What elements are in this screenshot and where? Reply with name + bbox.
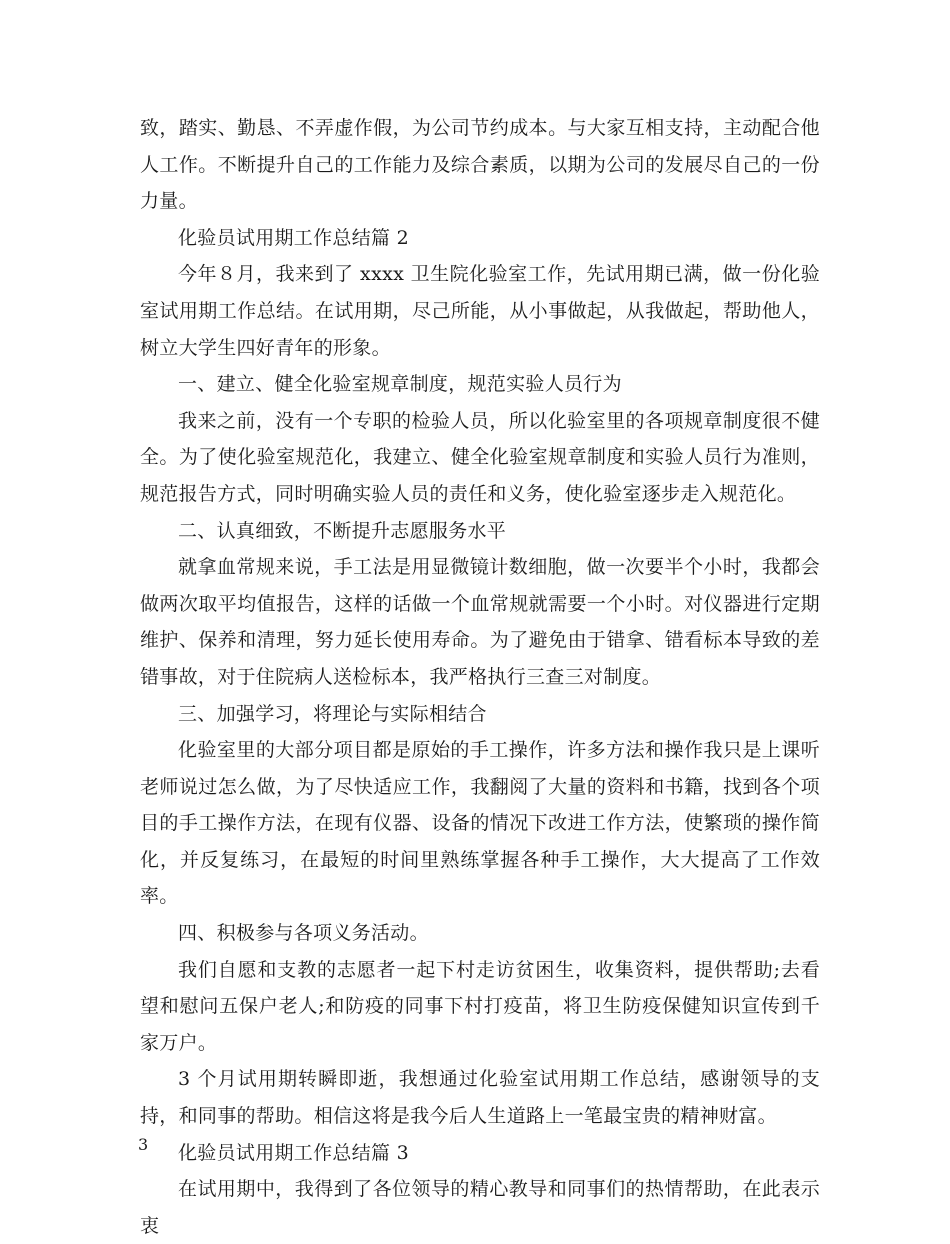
paragraph: 今年８月，我来到了 xxxx 卫生院化验室工作，先试用期已满，做一份化验室试用期工作总结。在试用期，尽己所能，从小事做起，从我做起，帮助他人，树立大学生四好青年的形象。 [140,263,820,359]
section-heading: 一、建立、健全化验室规章制度，规范实验人员行为 [178,373,622,396]
section-heading: 二、认真细致，不断提升志愿服务水平 [178,519,507,542]
paragraph: 我们自愿和支教的志愿者一起下村走访贫困生，收集资料，提供帮助;去看望和慰问五保户老人;和防疫的同事下村打疫苗，将卫生防疫保健知识宣传到千家万户。 [140,958,820,1054]
paragraph: 3 个月试用期转瞬即逝，我想通过化验室试用期工作总结，感谢领导的支持，和同事的帮助。相信这将是我今后人生道路上一笔最宝贵的精神财富。 [140,1068,820,1128]
document-body [140,110,820,1244]
paragraph: 在试用期中，我得到了各位领导的精心教导和同事们的热情帮助，在此表示衷 [140,1178,820,1237]
section-heading: 三、加强学习，将理论与实际相结合 [178,702,487,725]
paragraph: 就拿血常规来说，手工法是用显微镜计数细胞，做一次要半个小时，我都会做两次取平均值报告，这样的话做一个血常规就需要一个小时。对仪器进行定期维护、保养和清理，努力延长使用寿命。为了避免由于错拿、错看标本导致的差错事故，对于住院病人送检标本，我严格执行三查三对制度。 [140,556,820,688]
section-heading: 四、积极参与各项义务活动。 [178,922,429,945]
section-heading: 化验员试用期工作总结篇 3 [178,1141,410,1164]
paragraph: 化验室里的大部分项目都是原始的手工操作，许多方法和操作我只是上课听老师说过怎么做，为了尽快适应工作，我翻阅了大量的资料和书籍，找到各个项目的手工操作方法，在现有仪器、设备的情况下改进工作方法，使繁琐的操作简化，并反复练习，在最短的时间里熟练掌握各种手工操作，大大提高了工作效率。 [140,739,820,908]
page-number: 3 [138,1135,149,1154]
paragraph: 我来之前，没有一个专职的检验人员，所以化验室里的各项规章制度很不健全。为了使化验室规范化，我建立、健全化验室规章制度和实验人员行为准则，规范报告方式，同时明确实验人员的责任和义务，使化验室逐步走入规范化。 [140,409,820,505]
section-heading: 化验员试用期工作总结篇 2 [178,226,410,249]
paragraph: 致，踏实、勤恳、不弄虚作假，为公司节约成本。与大家互相支持，主动配合他人工作。不断提升自己的工作能力及综合素质，以期为公司的发展尽自己的一份力量。 [140,117,820,213]
